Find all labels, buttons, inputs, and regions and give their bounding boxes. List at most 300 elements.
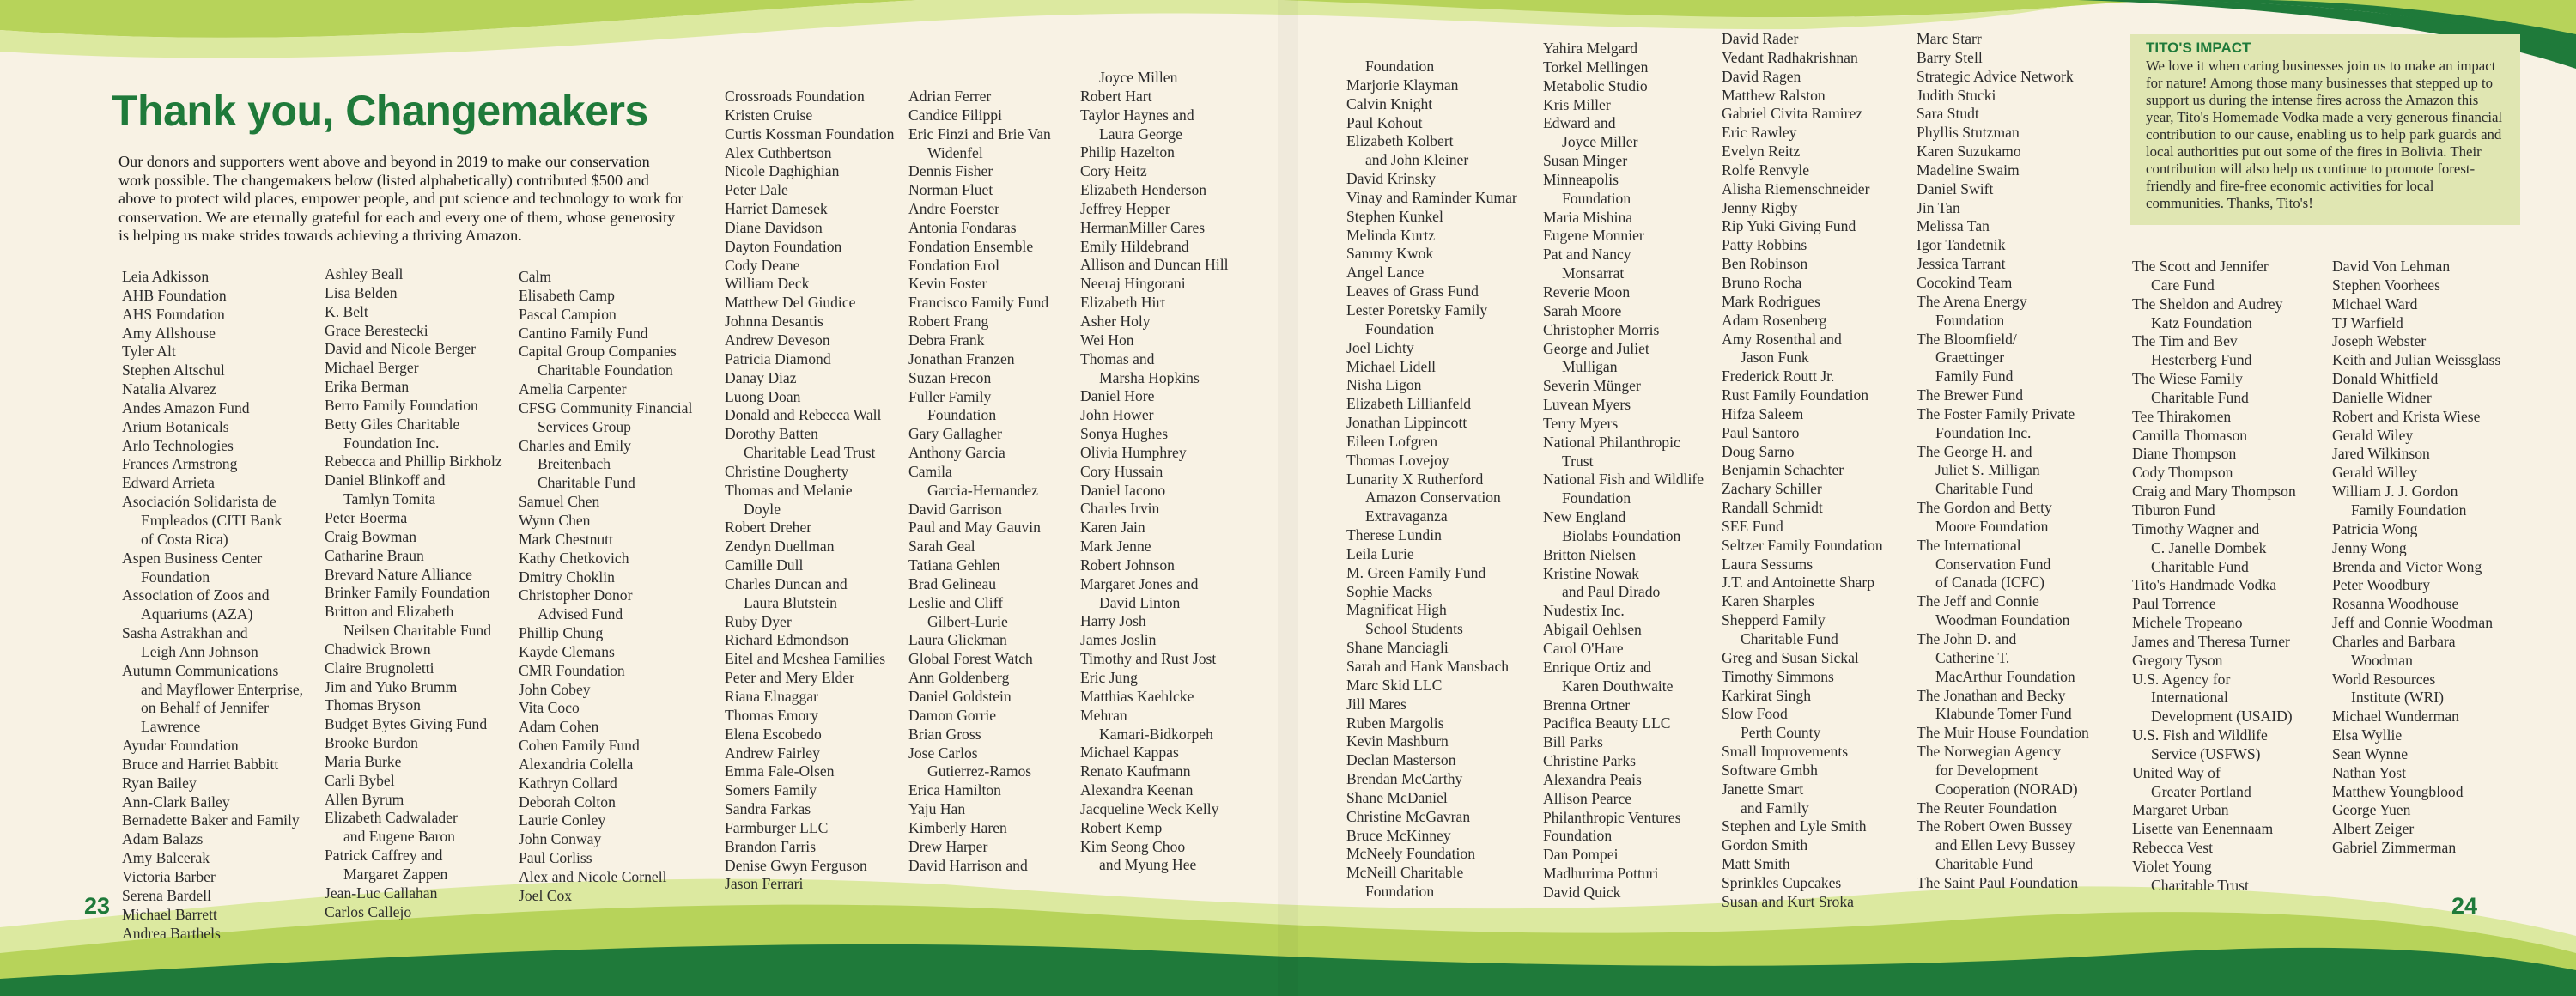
donor-name: Vinay and Raminder Kumar bbox=[1346, 188, 1517, 206]
donor-column-12 bbox=[2332, 258, 2500, 858]
donor-name: Andrew Deveson bbox=[725, 331, 830, 349]
donor-name: Fuller Family bbox=[908, 387, 992, 405]
donor-name: Timothy Simmons bbox=[1722, 667, 1834, 685]
donor-name: Amy Rosenthal and bbox=[1722, 330, 1842, 348]
donor-name: Enrique Ortiz and bbox=[1543, 658, 1652, 676]
donor-name-continuation: Charitable Fund bbox=[1741, 630, 1838, 647]
donor-name: Michael Ward bbox=[2332, 295, 2418, 313]
donor-name: CFSG Community Financial bbox=[519, 398, 693, 416]
donor-name: David Von Lehman bbox=[2332, 258, 2451, 275]
donor-name: Leia Adkisson bbox=[122, 268, 210, 285]
donor-name-continuation: Breitenbach bbox=[538, 455, 611, 473]
donor-name: Britton Nielsen bbox=[1543, 545, 1636, 563]
donor-name-continuation: Amazon Conservation bbox=[1365, 489, 1501, 507]
donor-name-continuation: Charitable Trust bbox=[2151, 876, 2249, 894]
donor-name: Matthew Youngblood bbox=[2332, 782, 2464, 800]
donor-name-continuation: MacArthur Foundation bbox=[1935, 667, 2075, 685]
donor-name: Melinda Kurtz bbox=[1346, 226, 1436, 244]
donor-name-continuation: Lawrence bbox=[141, 718, 201, 736]
donor-name-continuation: Foundation bbox=[1365, 58, 1435, 75]
donor-name: Elsa Wyllie bbox=[2332, 726, 2403, 744]
donor-name: Jin Tan bbox=[1917, 198, 1960, 216]
donor-name: Kimberly Haren bbox=[908, 818, 1007, 836]
donor-name: Andes Amazon Fund bbox=[122, 398, 250, 416]
donor-name-continuation: Aquariums (AZA) bbox=[141, 605, 253, 623]
donor-name: Ruby Dyer bbox=[725, 612, 792, 630]
donor-name: Asociación Solidarista de bbox=[122, 493, 276, 511]
donor-name-continuation: Katz Foundation bbox=[2151, 313, 2252, 331]
donor-column-4 bbox=[725, 88, 894, 894]
donor-name-continuation: and Family bbox=[1741, 799, 1809, 817]
donor-name-continuation: Service (USFWS) bbox=[2151, 744, 2261, 762]
donor-name: Laura Glickman bbox=[908, 631, 1007, 649]
donor-name: Bruno Rocha bbox=[1722, 273, 1802, 291]
impact-heading: TITO'S IMPACT bbox=[2146, 39, 2251, 56]
donor-column-7 bbox=[1346, 58, 1517, 902]
donor-name-continuation: Foundation Inc. bbox=[343, 434, 440, 452]
donor-name: Mark Rodrigues bbox=[1722, 292, 1820, 310]
donor-name: Sophie Macks bbox=[1346, 582, 1433, 600]
donor-name-continuation: and Myung Hee bbox=[1099, 856, 1197, 874]
donor-name: Kayde Clemans bbox=[519, 642, 615, 660]
donor-name: Karen Suzukamo bbox=[1917, 143, 2021, 161]
donor-name: The Scott and Jennifer bbox=[2132, 258, 2269, 275]
donor-name-continuation: and Eugene Baron bbox=[343, 828, 455, 846]
donor-name: Robert Frang bbox=[908, 313, 989, 331]
donor-name: Benjamin Schachter bbox=[1722, 461, 1844, 479]
donor-name: Aspen Business Center bbox=[122, 549, 263, 567]
donor-column-11 bbox=[2132, 258, 2296, 896]
donor-name-continuation: Foundation bbox=[1562, 489, 1631, 507]
donor-name: Timothy Wagner and bbox=[2132, 519, 2260, 537]
donor-name: Patrick Caffrey and bbox=[325, 847, 443, 865]
donor-name: Curtis Kossman Foundation bbox=[725, 125, 895, 143]
donor-name: Donald Whitfield bbox=[2332, 370, 2439, 388]
donor-name: Victoria Barber bbox=[122, 868, 216, 885]
donor-name: Zachary Schiller bbox=[1722, 480, 1822, 498]
donor-name: Bill Parks bbox=[1543, 733, 1603, 751]
donor-name: Phillip Chung bbox=[519, 624, 604, 642]
donor-name: Thomas Emory bbox=[725, 706, 818, 724]
donor-name: Strategic Advice Network bbox=[1917, 67, 2074, 85]
donor-name: The Saint Paul Foundation bbox=[1917, 873, 2079, 891]
donor-column-10 bbox=[1917, 30, 2089, 893]
donor-name: Amelia Carpenter bbox=[519, 380, 627, 398]
donor-name: The Jonathan and Becky bbox=[1917, 686, 2066, 704]
donor-name-continuation: and Mayflower Enterprise, bbox=[141, 680, 304, 698]
donor-name: Gabriel Zimmerman bbox=[2332, 839, 2457, 857]
donor-name: The Brewer Fund bbox=[1917, 386, 2024, 404]
donor-name: Dan Pompei bbox=[1543, 846, 1619, 864]
donor-name: Patricia Diamond bbox=[725, 349, 831, 367]
donor-name: Christopher Donor bbox=[519, 586, 633, 604]
donor-name: Jean-Luc Callahan bbox=[325, 884, 438, 902]
donor-column-6 bbox=[1080, 69, 1229, 875]
donor-name-continuation: Foundation bbox=[1935, 311, 2005, 329]
donor-name: Small Improvements bbox=[1722, 743, 1849, 761]
donor-name: The John D. and bbox=[1917, 630, 2017, 647]
donor-name: Melissa Tan bbox=[1917, 217, 1990, 235]
donor-name: Severin Münger bbox=[1543, 377, 1641, 395]
donor-name: Allison and Duncan Hill bbox=[1080, 256, 1229, 274]
donor-name: Claire Brugnoletti bbox=[325, 659, 434, 677]
donor-name: Matthew Ralston bbox=[1722, 86, 1826, 104]
donor-name: Bruce McKinney bbox=[1346, 826, 1451, 844]
donor-name: Jeffrey Hepper bbox=[1080, 199, 1170, 217]
donor-name: Natalia Alvarez bbox=[122, 380, 216, 398]
donor-name: Berro Family Foundation bbox=[325, 396, 478, 414]
donor-name: HermanMiller Cares bbox=[1080, 218, 1206, 236]
donor-name: Karen Sharples bbox=[1722, 592, 1814, 610]
donor-name: Susan and Kurt Sroka bbox=[1722, 892, 1854, 910]
donor-name: Foundation bbox=[1543, 827, 1613, 845]
donor-name: Marc Skid LLC bbox=[1346, 676, 1443, 694]
donor-name: Association of Zoos and bbox=[122, 586, 270, 604]
donor-name: Jenny Wong bbox=[2332, 538, 2407, 556]
donor-name: David Garrison bbox=[908, 500, 1002, 518]
donor-name: Margaret Urban bbox=[2132, 801, 2229, 819]
donor-name-continuation: Gutierrez-Ramos bbox=[927, 762, 1032, 780]
donor-name: Antonia Fondaras bbox=[908, 218, 1017, 236]
donor-name: Marc Starr bbox=[1917, 30, 1982, 47]
donor-name-continuation: Trust bbox=[1562, 452, 1594, 470]
donor-name: Pascal Campion bbox=[519, 305, 617, 323]
donor-name-continuation: Family Fund bbox=[1935, 367, 2014, 386]
donor-name: The George H. and bbox=[1917, 442, 2032, 460]
donor-name: Tyler Alt bbox=[122, 343, 176, 361]
donor-name: Deborah Colton bbox=[519, 793, 616, 811]
donor-name: Greg and Susan Sickal bbox=[1722, 648, 1859, 666]
donor-name: Richard Edmondson bbox=[725, 631, 849, 649]
donor-name: Brenda and Victor Wong bbox=[2332, 557, 2482, 575]
donor-name: Jacqueline Weck Kelly bbox=[1080, 799, 1219, 817]
donor-name-continuation: Biolabs Foundation bbox=[1562, 526, 1681, 544]
donor-name: Violet Young bbox=[2132, 858, 2212, 875]
donor-name: Yahira Melgard bbox=[1543, 39, 1638, 57]
donor-name: Cohen Family Fund bbox=[519, 737, 640, 755]
donor-name: Jeff and Connie Woodman bbox=[2332, 614, 2494, 632]
donor-name-continuation: Hesterberg Fund bbox=[2151, 351, 2252, 369]
donor-name: Ann Goldenberg bbox=[908, 669, 1010, 687]
donor-name: Gary Gallagher bbox=[908, 425, 1002, 443]
donor-name: The Sheldon and Audrey bbox=[2132, 295, 2283, 313]
donor-name: Calvin Knight bbox=[1346, 94, 1433, 112]
donor-name: Lisette van Eenennaam bbox=[2132, 820, 2274, 838]
donor-name: AHS Foundation bbox=[122, 305, 225, 323]
donor-name: Christine McGavran bbox=[1346, 807, 1471, 825]
donor-name: Dorothy Batten bbox=[725, 425, 818, 443]
donor-name: Samuel Chen bbox=[519, 493, 600, 511]
donor-name-continuation: Charitable Fund bbox=[1935, 480, 2033, 498]
donor-name: McNeely Foundation bbox=[1346, 845, 1476, 863]
donor-name: Jessica Tarrant bbox=[1917, 255, 2006, 273]
donor-name: Daniel Blinkoff and bbox=[325, 471, 446, 489]
donor-name: Cantino Family Fund bbox=[519, 324, 648, 342]
donor-name: Kristine Nowak bbox=[1543, 564, 1639, 582]
donor-name: Maria Burke bbox=[325, 752, 402, 770]
donor-name-continuation: Charitable Fund bbox=[538, 474, 635, 492]
donor-name-continuation: Laura George bbox=[1099, 125, 1182, 143]
donor-name: Brinker Family Foundation bbox=[325, 584, 490, 602]
donor-name: Matthew Del Giudice bbox=[725, 294, 856, 312]
donor-name: Peter Boerma bbox=[325, 508, 408, 526]
donor-name: Magnificat High bbox=[1346, 601, 1447, 619]
donor-name-continuation: Joyce Millen bbox=[1099, 69, 1178, 86]
donor-name: The Muir House Foundation bbox=[1917, 724, 2089, 742]
donor-name-continuation: Development (USAID) bbox=[2151, 708, 2293, 726]
donor-name: Lester Poretsky Family bbox=[1346, 301, 1488, 319]
donor-name: Minneapolis bbox=[1543, 170, 1619, 188]
donor-name: Thomas and bbox=[1080, 349, 1155, 367]
donor-name: Joel Lichty bbox=[1346, 338, 1414, 356]
donor-name: Laurie Conley bbox=[519, 811, 606, 829]
donor-name: Wynn Chen bbox=[519, 511, 591, 529]
page-number-right: 24 bbox=[2451, 893, 2478, 919]
donor-name: Renato Kaufmann bbox=[1080, 762, 1191, 780]
donor-name-continuation: Leigh Ann Johnson bbox=[141, 642, 258, 660]
page-title: Thank you, Changemakers bbox=[112, 87, 648, 135]
donor-name: Thomas and Melanie bbox=[725, 481, 853, 499]
donor-name: Yaju Han bbox=[908, 800, 966, 818]
donor-name: National Fish and Wildlife bbox=[1543, 471, 1704, 489]
donor-name: Hifza Saleem bbox=[1722, 404, 1804, 422]
donor-name: Tiburon Fund bbox=[2132, 501, 2215, 519]
donor-name-continuation: Woodman Foundation bbox=[1935, 611, 2070, 629]
donor-name: Pat and Nancy bbox=[1543, 246, 1631, 264]
donor-name-continuation: Graettinger bbox=[1935, 349, 2005, 367]
donor-name: Debra Frank bbox=[908, 331, 985, 349]
donor-name: Michael Lidell bbox=[1346, 357, 1437, 375]
donor-name: The Gordon and Betty bbox=[1917, 499, 2052, 517]
donor-name: Elizabeth Cadwalader bbox=[325, 809, 458, 827]
donor-name: Jonathan Lippincott bbox=[1346, 414, 1467, 432]
donor-name-continuation: Foundation bbox=[1365, 883, 1435, 901]
donor-name: Karen Jain bbox=[1080, 519, 1145, 537]
donor-name-continuation: Margaret Zappen bbox=[343, 865, 448, 883]
donor-name: Francisco Family Fund bbox=[908, 294, 1049, 312]
donor-name: Michael Barrett bbox=[122, 905, 217, 923]
donor-name: Abigail Oehlsen bbox=[1543, 621, 1642, 639]
donor-name-continuation: Jason Funk bbox=[1741, 349, 1809, 367]
donor-name: Allen Byrum bbox=[325, 790, 404, 808]
donor-name-continuation: Mulligan bbox=[1562, 358, 1618, 376]
donor-name: Sarah Moore bbox=[1543, 301, 1622, 319]
donor-column-3 bbox=[519, 268, 692, 906]
donor-name: Kathryn Collard bbox=[519, 774, 617, 792]
donor-name: Phyllis Stutzman bbox=[1917, 124, 2020, 142]
donor-name: Paul Corliss bbox=[519, 849, 592, 867]
donor-name: Jonathan Franzen bbox=[908, 349, 1015, 367]
donor-name: David Quick bbox=[1543, 883, 1621, 901]
donor-name: Craig Bowman bbox=[325, 527, 417, 545]
donor-name: Matthias Kaehlcke bbox=[1080, 687, 1194, 705]
donor-name: Jim and Yuko Brumm bbox=[325, 677, 458, 695]
donor-name: Mark Jenne bbox=[1080, 537, 1151, 556]
donor-name: Brooke Burdon bbox=[325, 734, 418, 752]
donor-name: Margaret Jones and bbox=[1080, 574, 1199, 592]
donor-name: Andrea Barthels bbox=[122, 924, 221, 942]
donor-name: Catharine Braun bbox=[325, 546, 424, 564]
donor-name-continuation: of Canada (ICFC) bbox=[1935, 574, 2045, 592]
donor-name: Camilla Thomason bbox=[2132, 426, 2248, 444]
page-number-left: 23 bbox=[84, 893, 111, 919]
donor-name: Emma Fale-Olsen bbox=[725, 762, 835, 780]
donor-name: SEE Fund bbox=[1722, 517, 1783, 535]
donor-name: Edward Arrieta bbox=[122, 474, 215, 492]
donor-name: Brendan McCarthy bbox=[1346, 770, 1463, 788]
donor-name-continuation: C. Janelle Dombek bbox=[2151, 538, 2267, 556]
donor-name: Torkel Mellingen bbox=[1543, 58, 1649, 76]
donor-name: Lisa Belden bbox=[325, 283, 398, 301]
donor-name: Dennis Fisher bbox=[908, 162, 993, 180]
donor-name-continuation: Cooperation (NORAD) bbox=[1935, 780, 2078, 798]
donor-name: Alex Cuthbertson bbox=[725, 143, 832, 161]
donor-name: Charles and Barbara bbox=[2332, 632, 2456, 650]
donor-name: Fondation Ensemble bbox=[908, 237, 1034, 255]
donor-name: Charles and Emily bbox=[519, 436, 631, 454]
donor-name: Edward and bbox=[1543, 114, 1616, 132]
donor-name: Sammy Kwok bbox=[1346, 245, 1434, 263]
donor-name: Eileen Lofgren bbox=[1346, 432, 1438, 450]
donor-name: Robert Dreher bbox=[725, 519, 812, 537]
donor-name: Shane Manciagli bbox=[1346, 639, 1449, 657]
impact-body: We love it when caring businesses join us to make an impact for nature! Among those many businesses that stepped up to support us during the intense fires across the Amazon this year, Tito's Homemade Vodka made a very generous financial contribution to our cause, enabling us to help park guards and local authorities put out some of the fires in Bolivia. Their contribution will also help us continue to promote forest-friendly and fire-free economic activities for local communities. Thanks, Tito's! bbox=[2146, 58, 2503, 211]
donor-name: Erika Berman bbox=[325, 378, 410, 396]
donor-name: Robert Hart bbox=[1080, 87, 1152, 105]
donor-name: Paul Torrence bbox=[2132, 595, 2216, 613]
donor-name: Elizabeth Hirt bbox=[1080, 294, 1166, 312]
donor-name: George and Juliet bbox=[1543, 339, 1649, 357]
page-fold-shadow bbox=[1278, 0, 1298, 996]
donor-name-continuation: Charitable Fund bbox=[2151, 557, 2249, 575]
donor-name: Shane McDaniel bbox=[1346, 788, 1448, 806]
donor-name: Frances Armstrong bbox=[122, 455, 238, 473]
donor-name: Amy Balcerak bbox=[122, 849, 210, 867]
donor-name: Cory Hussain bbox=[1080, 462, 1163, 480]
donor-name: Stephen Altschul bbox=[122, 361, 225, 380]
donor-name-continuation: Tamlyn Tomita bbox=[343, 490, 436, 508]
donor-name: Sara Studt bbox=[1917, 105, 1979, 123]
donor-name: The Arena Energy bbox=[1917, 292, 2027, 310]
donor-name: Nathan Yost bbox=[2332, 763, 2407, 781]
donor-name-continuation: Juliet S. Milligan bbox=[1935, 461, 2040, 479]
donor-name: Eitel and Mcshea Families bbox=[725, 650, 886, 668]
donor-name: John Hower bbox=[1080, 406, 1154, 424]
donor-name: David Harrison and bbox=[908, 856, 1028, 874]
donor-name: Peter and Mery Elder bbox=[725, 669, 854, 687]
donor-name: John Conway bbox=[519, 830, 602, 848]
donor-name: David Krinsky bbox=[1346, 170, 1437, 188]
donor-name: Capital Group Companies bbox=[519, 343, 677, 361]
donor-name: Mark Chestnutt bbox=[519, 530, 613, 548]
donor-name: David and Nicole Berger bbox=[325, 340, 477, 358]
donor-name-continuation: Conservation Fund bbox=[1935, 555, 2051, 573]
donor-name: Rebecca Vest bbox=[2132, 839, 2213, 857]
donor-name: Diane Davidson bbox=[725, 218, 823, 236]
donor-name: The Norwegian Agency bbox=[1917, 743, 2062, 761]
donor-name: Fondation Erol bbox=[908, 256, 1000, 274]
donor-name: Serena Bardell bbox=[122, 886, 212, 904]
donor-name-continuation: Services Group bbox=[538, 417, 631, 435]
donor-name: Dmitry Choklin bbox=[519, 568, 615, 586]
donor-name-continuation: Laura Blutstein bbox=[744, 593, 837, 611]
donor-name: Crossroads Foundation bbox=[725, 88, 865, 105]
donor-name: The Bloomfield/ bbox=[1917, 330, 2017, 348]
donor-name: Dayton Foundation bbox=[725, 237, 842, 255]
donor-name: Gordon Smith bbox=[1722, 836, 1808, 854]
donor-name: Sean Wynne bbox=[2332, 744, 2409, 762]
donor-name: Brad Gelineau bbox=[908, 574, 997, 592]
donor-name: Timothy and Rust Jost bbox=[1080, 650, 1217, 668]
donor-name: Vita Coco bbox=[519, 699, 580, 717]
donor-name: Brevard Nature Alliance bbox=[325, 565, 472, 583]
donor-name: Michael Berger bbox=[325, 359, 419, 377]
donor-name: Peter Dale bbox=[725, 181, 788, 199]
donor-name: Igor Tandetnik bbox=[1917, 236, 2006, 254]
donor-name: Rosanna Woodhouse bbox=[2332, 595, 2459, 613]
donor-name: Gabriel Civita Ramirez bbox=[1722, 105, 1863, 123]
donor-name: Christine Parks bbox=[1543, 752, 1637, 770]
donor-name: Brian Gross bbox=[908, 725, 981, 743]
donor-name: Sasha Astrakhan and bbox=[122, 624, 248, 642]
donor-name: Declan Masterson bbox=[1346, 751, 1456, 769]
donor-column-5 bbox=[908, 88, 1051, 875]
donor-name-continuation: Catherine T. bbox=[1935, 648, 2010, 666]
donor-name: Andrew Fairley bbox=[725, 744, 820, 762]
donor-name-continuation: Greater Portland bbox=[2151, 782, 2251, 800]
donor-name: Susan Minger bbox=[1543, 152, 1628, 170]
donor-name: Rip Yuki Giving Fund bbox=[1722, 217, 1856, 235]
donor-name: The Tim and Bev bbox=[2132, 332, 2238, 350]
intro-paragraph: Our donors and supporters went above and beyond in 2019 to make our conservation work possible. The changemakers below (listed alphabetically) contributed $500 and above to protect wild places, empower people, and put science and technology to work for conservation. We are eternally grateful for each and every one of them, whose generosity is helping us make strides towards achieving a thriving Amazon. bbox=[118, 153, 683, 245]
donor-name: Allison Pearce bbox=[1543, 789, 1632, 807]
donor-name-continuation: Charitable Fund bbox=[1935, 855, 2033, 873]
donor-column-2 bbox=[325, 265, 502, 922]
donor-name-continuation: Extravaganza bbox=[1365, 507, 1448, 525]
donor-name: Erica Hamilton bbox=[908, 781, 1001, 799]
donor-name: Terry Myers bbox=[1543, 414, 1619, 432]
donor-name: Nudestix Inc. bbox=[1543, 602, 1625, 620]
donor-name: Elizabeth Lillianfeld bbox=[1346, 395, 1472, 413]
donor-name: Daniel Iacono bbox=[1080, 481, 1166, 499]
donor-name: Ayudar Foundation bbox=[122, 737, 239, 755]
donor-name: Reverie Moon bbox=[1543, 282, 1631, 301]
donor-name: David Rader bbox=[1722, 30, 1799, 47]
donor-name: Slow Food bbox=[1722, 705, 1788, 723]
donor-name-continuation: Advised Fund bbox=[538, 605, 623, 623]
donor-name: Elena Escobedo bbox=[725, 725, 822, 743]
donor-name-continuation: Marsha Hopkins bbox=[1099, 368, 1200, 386]
donor-name: Tatiana Gehlen bbox=[908, 556, 1000, 574]
donor-name: Leila Lurie bbox=[1346, 544, 1414, 562]
donor-name: Olivia Humphrey bbox=[1080, 443, 1187, 461]
donor-name: Eric Finzi and Brie Van bbox=[908, 125, 1051, 143]
donor-name: Gerald Wiley bbox=[2332, 426, 2414, 444]
donor-name: Tee Thirakomen bbox=[2132, 407, 2232, 425]
donor-name: Gregory Tyson bbox=[2132, 651, 2223, 669]
donor-name: Carlos Callejo bbox=[325, 902, 412, 920]
donor-name: Sarah and Hank Mansbach bbox=[1346, 658, 1510, 675]
donor-name: The Foster Family Private bbox=[1917, 404, 2075, 422]
donor-name: Therese Lundin bbox=[1346, 526, 1442, 544]
donor-name: Keith and Julian Weissglass bbox=[2332, 351, 2501, 369]
donor-name: Bruce and Harriet Babbitt bbox=[122, 755, 279, 773]
donor-name: Harriet Damesek bbox=[725, 200, 828, 218]
donor-name: Philip Hazelton bbox=[1080, 143, 1175, 161]
donor-name: James Joslin bbox=[1080, 631, 1157, 649]
donor-name: Stephen Voorhees bbox=[2332, 276, 2440, 294]
donor-name: Vedant Radhakrishnan bbox=[1722, 48, 1858, 66]
